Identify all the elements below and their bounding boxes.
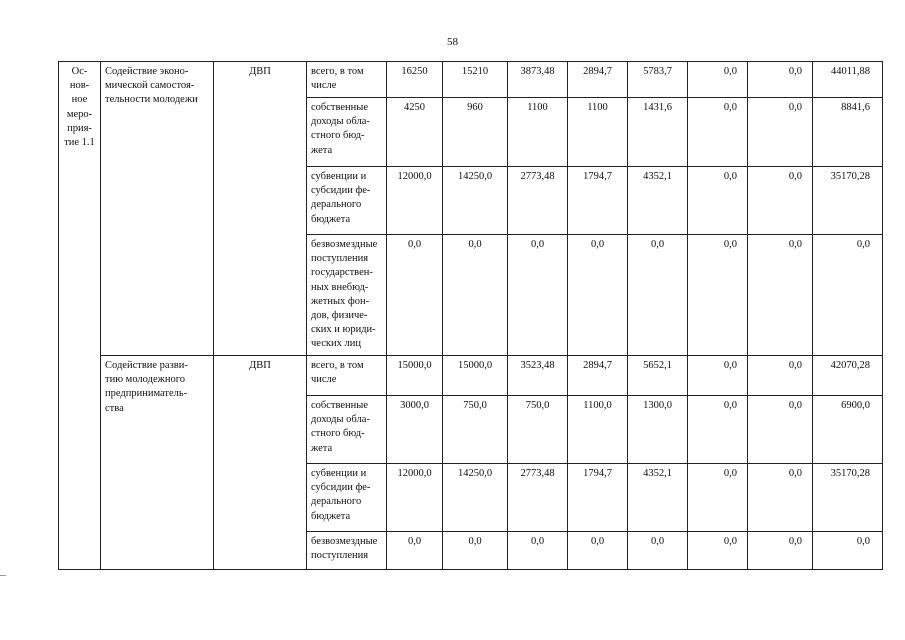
source-label: всего, в том числе (311, 360, 364, 386)
source-label: субвенции и субсидии фе- дерального бюджета (311, 468, 371, 522)
value-cell: 0,0 (748, 532, 813, 570)
value-cell: 0,0 (688, 167, 748, 235)
source-cell (307, 62, 387, 98)
value-cell: 0,0 (688, 62, 748, 98)
value-cell: 44011,88 (813, 62, 883, 98)
source-label: безвозмездные поступления государствен- ных внебюд- жетных фон- дов, физиче- ских и юриди- ческих лиц (311, 239, 378, 350)
value-cell: 4352,1 (628, 464, 688, 532)
value-cell: 0,0 (508, 532, 568, 570)
executor: ДВП (249, 66, 271, 77)
value-cell: 0,0 (813, 532, 883, 570)
value-cell: 4352,1 (628, 167, 688, 235)
value-cell: 35170,28 (813, 464, 883, 532)
value-cell: 5652,1 (628, 356, 688, 396)
value-cell: 14250,0 (443, 167, 508, 235)
value-cell: 2894,7 (568, 356, 628, 396)
value-cell: 42070,28 (813, 356, 883, 396)
value-cell: 1100,0 (568, 396, 628, 464)
event-name: Содействие разви- тию молодежного предприниматель- ства (105, 360, 188, 414)
value-cell: 0,0 (688, 356, 748, 396)
value-cell: 2773,48 (508, 464, 568, 532)
source-cell (307, 532, 387, 570)
value-cell: 0,0 (748, 98, 813, 167)
event-name-cell (101, 62, 214, 356)
value-cell: 1300,0 (628, 396, 688, 464)
value-cell: 0,0 (748, 464, 813, 532)
budget-table (58, 61, 883, 570)
executor-cell (214, 356, 307, 570)
source-label: собственные доходы обла- стного бюд- жета (311, 400, 370, 454)
value-cell: 1794,7 (568, 464, 628, 532)
value-cell: 750,0 (443, 396, 508, 464)
value-cell: 0,0 (568, 532, 628, 570)
source-label: всего, в том числе (311, 66, 364, 92)
value-cell: 1794,7 (568, 167, 628, 235)
source-cell (307, 167, 387, 235)
value-cell: 0,0 (568, 235, 628, 356)
executor: ДВП (249, 360, 271, 371)
measure-label-cell (59, 62, 101, 570)
value-cell: 0,0 (688, 235, 748, 356)
value-cell: 4250 (387, 98, 443, 167)
source-cell (307, 464, 387, 532)
value-cell: 16250 (387, 62, 443, 98)
value-cell: 35170,28 (813, 167, 883, 235)
value-cell: 3873,48 (508, 62, 568, 98)
value-cell: 1100 (568, 98, 628, 167)
executor-cell (214, 62, 307, 356)
value-cell: 0,0 (628, 532, 688, 570)
value-cell: 0,0 (508, 235, 568, 356)
value-cell: 12000,0 (387, 464, 443, 532)
value-cell: 0,0 (688, 464, 748, 532)
value-cell: 8841,6 (813, 98, 883, 167)
value-cell: 960 (443, 98, 508, 167)
table-row (59, 62, 883, 98)
value-cell: 1431,6 (628, 98, 688, 167)
event-name: Содействие эконо- мической самостоя- тельности молодежи (105, 66, 198, 106)
value-cell: 0,0 (748, 235, 813, 356)
value-cell: 0,0 (688, 532, 748, 570)
page-number: 58 (447, 36, 458, 48)
source-label: субвенции и субсидии фе- дерального бюджета (311, 171, 371, 225)
value-cell: 0,0 (688, 98, 748, 167)
value-cell: 0,0 (748, 356, 813, 396)
value-cell: 0,0 (688, 396, 748, 464)
source-cell (307, 98, 387, 167)
source-cell (307, 396, 387, 464)
value-cell: 5783,7 (628, 62, 688, 98)
table-row (59, 356, 883, 396)
value-cell: 3523,48 (508, 356, 568, 396)
value-cell: 0,0 (443, 235, 508, 356)
value-cell: 14250,0 (443, 464, 508, 532)
value-cell: 0,0 (748, 62, 813, 98)
measure-label: Ос- нов- ное меро- прия- тие 1.1 (64, 66, 95, 148)
value-cell: 2894,7 (568, 62, 628, 98)
value-cell: 0,0 (748, 396, 813, 464)
value-cell: 0,0 (748, 167, 813, 235)
value-cell: 6900,0 (813, 396, 883, 464)
value-cell: 0,0 (813, 235, 883, 356)
value-cell: 1100 (508, 98, 568, 167)
value-cell: 750,0 (508, 396, 568, 464)
value-cell: 15000,0 (443, 356, 508, 396)
source-label: безвозмездные поступления (311, 536, 378, 562)
value-cell: 2773,48 (508, 167, 568, 235)
value-cell: 12000,0 (387, 167, 443, 235)
value-cell: 0,0 (387, 532, 443, 570)
value-cell: 0,0 (443, 532, 508, 570)
source-label: собственные доходы обла- стного бюд- жета (311, 102, 370, 156)
margin-tick (0, 575, 6, 576)
event-name-cell (101, 356, 214, 570)
value-cell: 15000,0 (387, 356, 443, 396)
source-cell (307, 235, 387, 356)
value-cell: 15210 (443, 62, 508, 98)
source-cell (307, 356, 387, 396)
value-cell: 0,0 (628, 235, 688, 356)
value-cell: 3000,0 (387, 396, 443, 464)
value-cell: 0,0 (387, 235, 443, 356)
